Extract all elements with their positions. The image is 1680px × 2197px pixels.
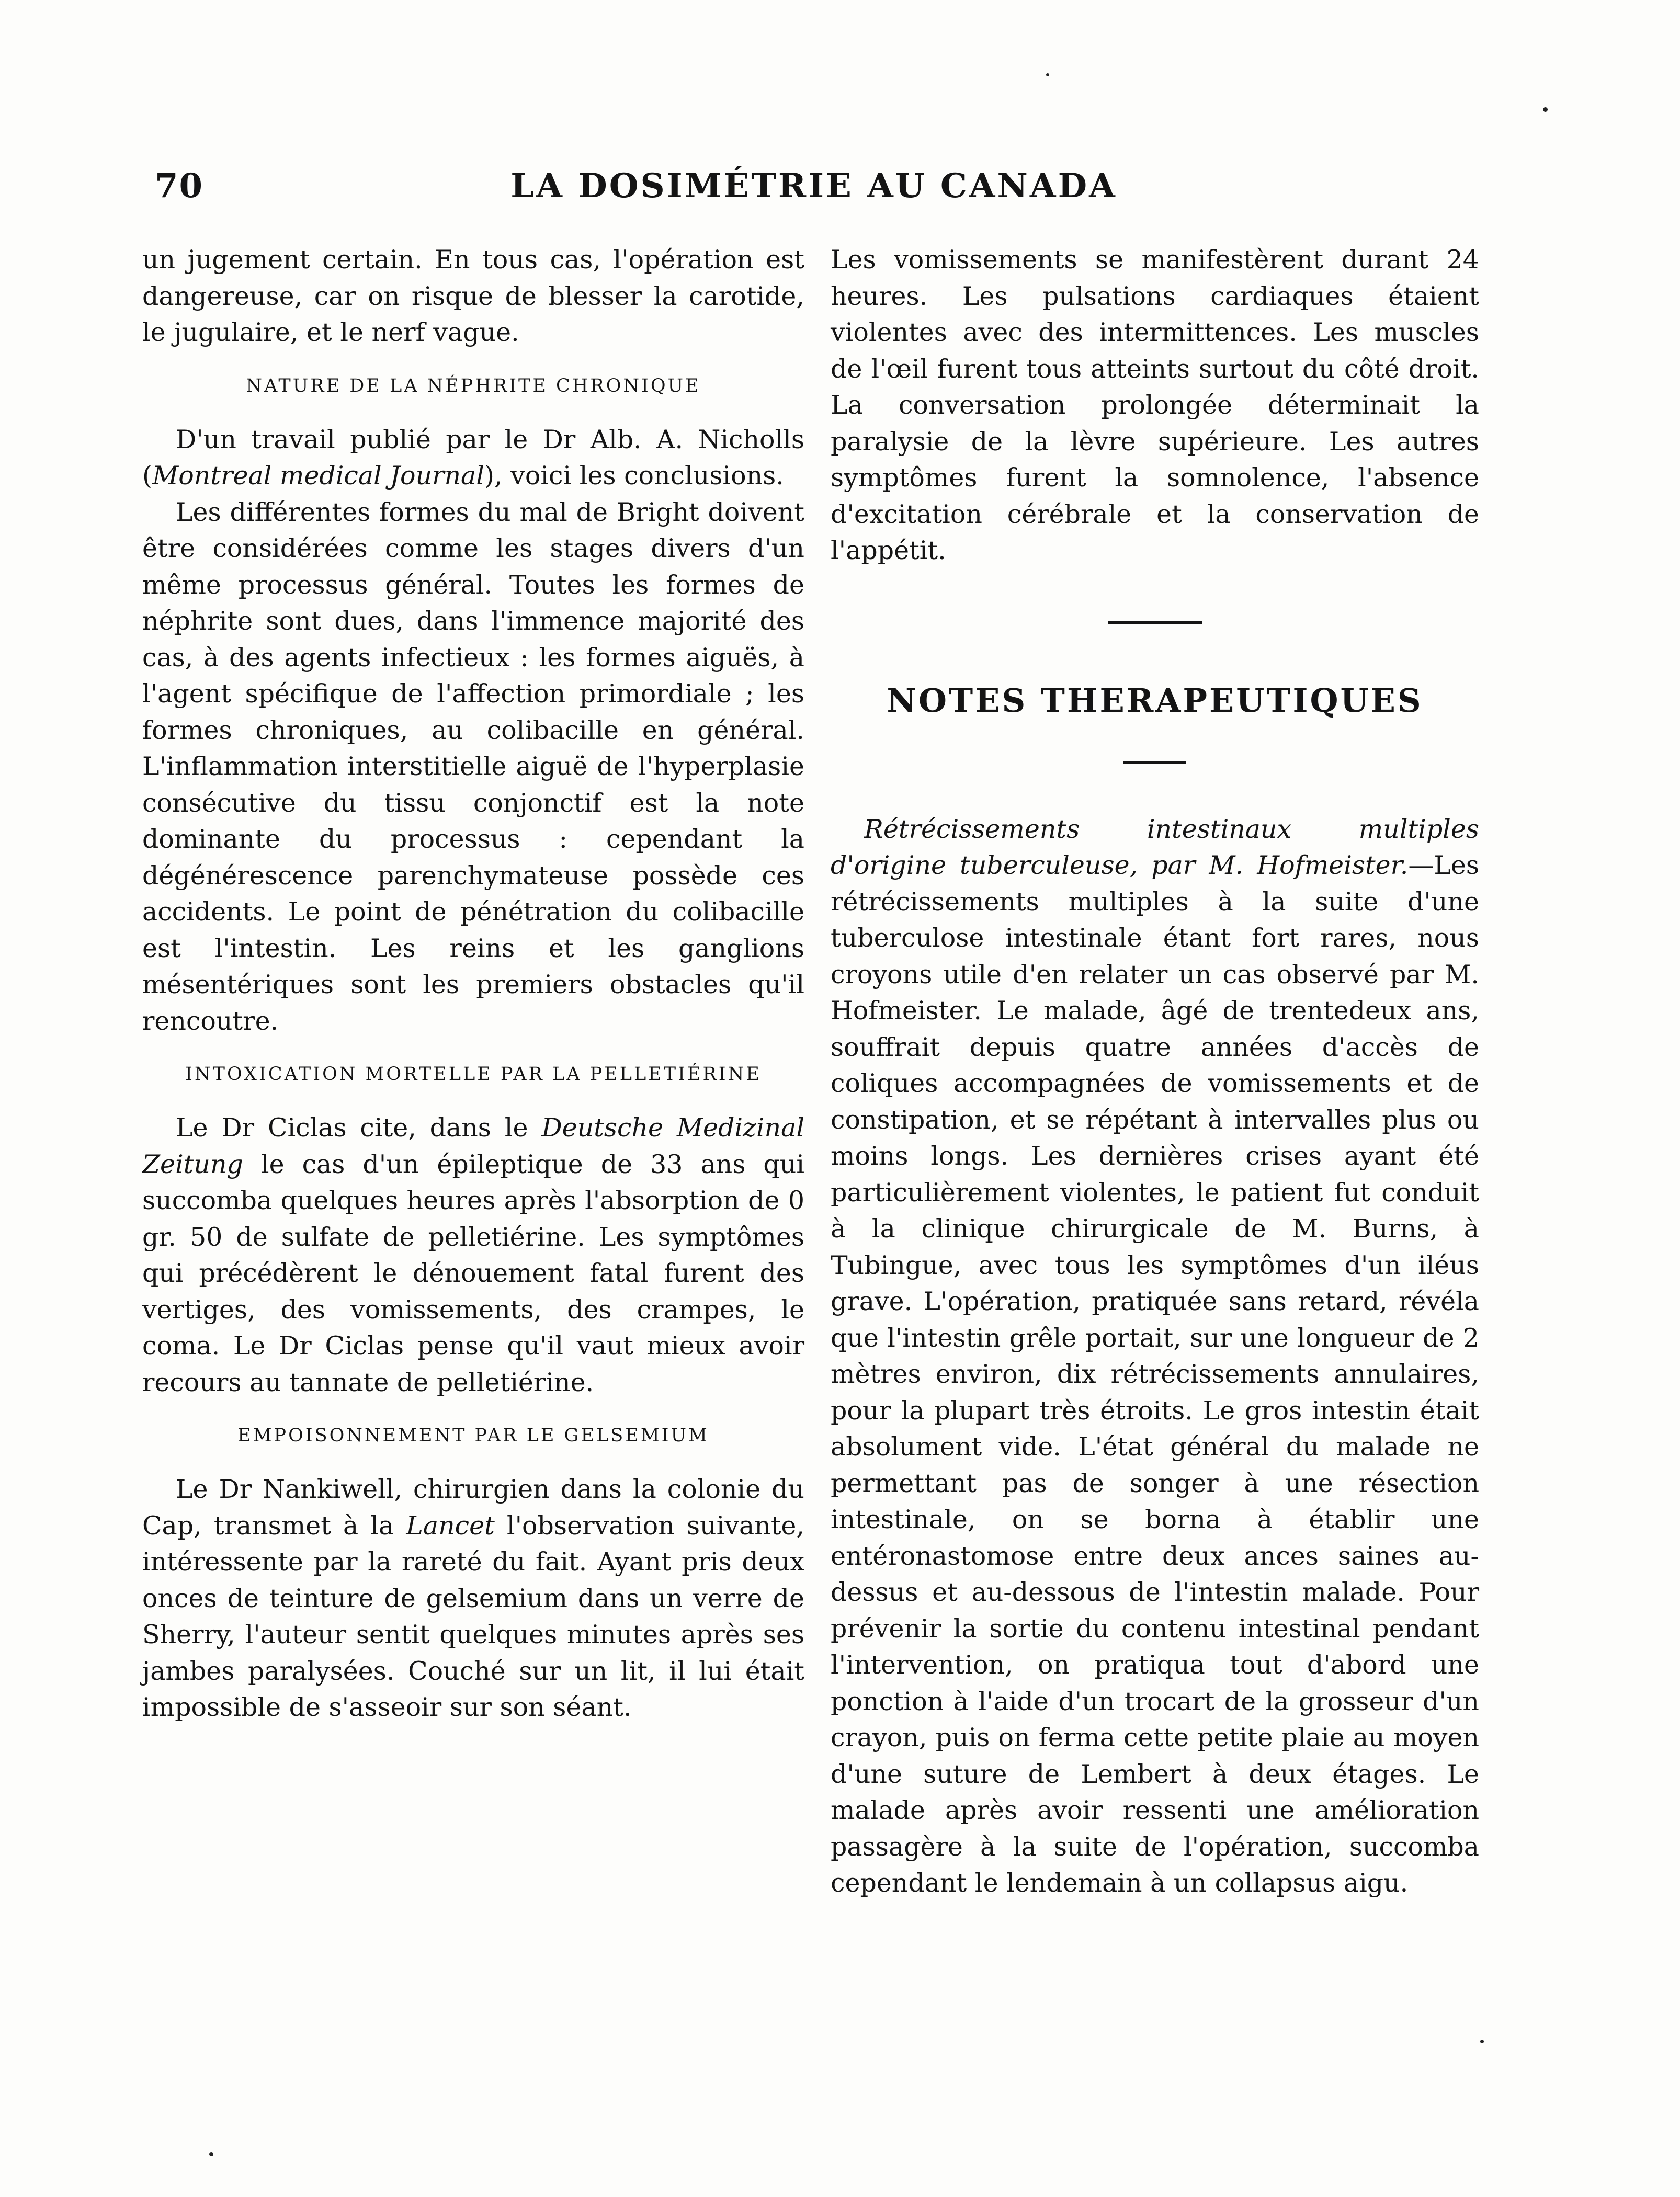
- journal-title: Lancet: [406, 1510, 495, 1541]
- right-column: [831, 242, 1479, 1902]
- text-run: Le Dr Nankiwell, chirurgien dans la colonie du Cap, transmet à la: [142, 1474, 804, 1541]
- paragraph-symptoms: Les vomissements se manifestèrent durant 24 heures. Les pulsations cardiaques étaient violentes avec des intermittences. Les muscles de l'œil furent tous atteints surtout du côté droit. La conversation prolongée déterminait la paralysie de la lèvre supérieure. Les autres symptômes furent la somnolence, l'absence d'excitation cérébrale et la conservation de l'appétit.: [831, 245, 1479, 565]
- paragraph-continuation: un jugement certain. En tous cas, l'opération est dangereuse, car on risque de blesser la carotide, le jugulaire, et le nerf vague.: [142, 245, 804, 347]
- journal-title: Montreal medical Journal: [152, 461, 484, 491]
- paragraph-ciclas: [142, 1110, 804, 1401]
- subheading-nephrite: NATURE DE LA NÉPHRITE CHRONIQUE: [246, 375, 701, 396]
- print-speck: [1046, 73, 1049, 76]
- page-header: [155, 166, 1473, 213]
- divider-rule: [1108, 621, 1202, 624]
- print-speck: [1480, 2040, 1484, 2043]
- text-run: D'un travail publié par le Dr Alb. A. Nicholls (: [142, 424, 804, 491]
- text-run: Le Dr Ciclas cite, dans le: [176, 1113, 542, 1143]
- divider-rule: [1123, 761, 1186, 764]
- left-column: [142, 242, 804, 1726]
- print-speck: [209, 2152, 213, 2156]
- text-run: —Les rétrécissements multiples à la suite d'une tuberculose intestinale étant fort rares, nous croyons utile d'en relater un cas observé par M. Hofmeister. Le malade, âgé de trentedeux ans, souffrait depuis quatre années d'accès de coliques accompagnées de vomissements et de constipation, et se répétant à intervalles plus ou moins longs. Les dernières crises ayant été particulièrement violentes, le patient fut conduit à la clinique chirurgicale de M. Burns, à Tubingue, avec tous les symptômes d'un iléus grave. L'opération, pratiquée sans retard, révéla que l'intestin grêle portait, sur une longueur de 2 mètres environ, dix rétrécissements annulaires, pour la plupart très étroits. Le gros intestin était absolument vide. L'état général du malade ne permettant pas de songer à une résection intestinale, on se borna à établir une entéronastomose entre deux ances saines au-dessus et au-dessous de l'intestin malade. Pour prévenir la sortie du contenu intestinal pendant l'intervention, on pratiqua tout d'abord une ponction à l'aide d'un trocart de la grosseur d'un crayon, puis on ferma cette petite plaie au moyen d'une suture de Lembert à deux étages. Le malade après avoir ressenti une amélioration passagère à la suite de l'opération, succomba cependant le lendemain à un collapsus aigu.: [831, 850, 1479, 1898]
- subheading-gelsemium: EMPOISONNEMENT PAR LE GELSEMIUM: [237, 1425, 709, 1446]
- article-title: Rétrécissements intestinaux multiples d'origine tuberculeuse, par M. Hofmeister.: [831, 814, 1479, 880]
- page-number: 70: [155, 166, 204, 206]
- paragraph-nankiwell: [142, 1471, 804, 1726]
- text-run: le cas d'un épileptique de 33 ans qui succomba quelques heures après l'absorption de 0 gr. 50 de sulfate de pelletiérine. Les symptômes qui précédèrent le dénouement fatal furent des vertiges, des vomissements, des crampes, le coma. Le Dr Ciclas pense qu'il vaut mieux avoir recours au tannate de pelletiérine.: [142, 1149, 804, 1397]
- text-run: ), voici les conclusions.: [484, 461, 784, 491]
- subheading-intoxication: INTOXICATION MORTELLE PAR LA PELLETIÉRINE: [185, 1064, 762, 1085]
- journal-title: Deutsche Medizinal Zeitung: [142, 1113, 804, 1179]
- text-run: l'observation suivante, intéressente par la rareté du fait. Ayant pris deux onces de teinture de gelsemium dans un verre de Sherry, l'auteur sentit quelques minutes après ses jambes paralysées. Couché sur un lit, il lui était impossible de s'asseoir sur son séant.: [142, 1510, 805, 1722]
- paragraph-nicholls: [142, 422, 804, 494]
- paragraph-bright: Les différentes formes du mal de Bright doivent être considérées comme les stages divers d'un même processus général. Toutes les formes de néphrite sont dues, dans l'immence majorité des cas, à des agents infectieux : les formes aiguës, à l'agent spécifique de l'affection primordiale ; les formes chroniques, au colibacille en général. L'inflammation interstitielle aiguë de l'hyperplasie consécutive du tissu conjonctif est la note dominante du processus : cependant la dégénérescence parenchymateuse possède ces accidents. Le point de pénétration du colibacille est l'intestin. Les reins et les ganglions mésentériques sont les premiers obstacles qu'il rencoutre.: [142, 497, 804, 1036]
- section-title: NOTES THERAPEUTIQUES: [887, 681, 1423, 720]
- print-speck: [1543, 107, 1548, 112]
- running-title: LA DOSIMÉTRIE AU CANADA: [510, 166, 1117, 206]
- paragraph-hofmeister: [831, 811, 1479, 1902]
